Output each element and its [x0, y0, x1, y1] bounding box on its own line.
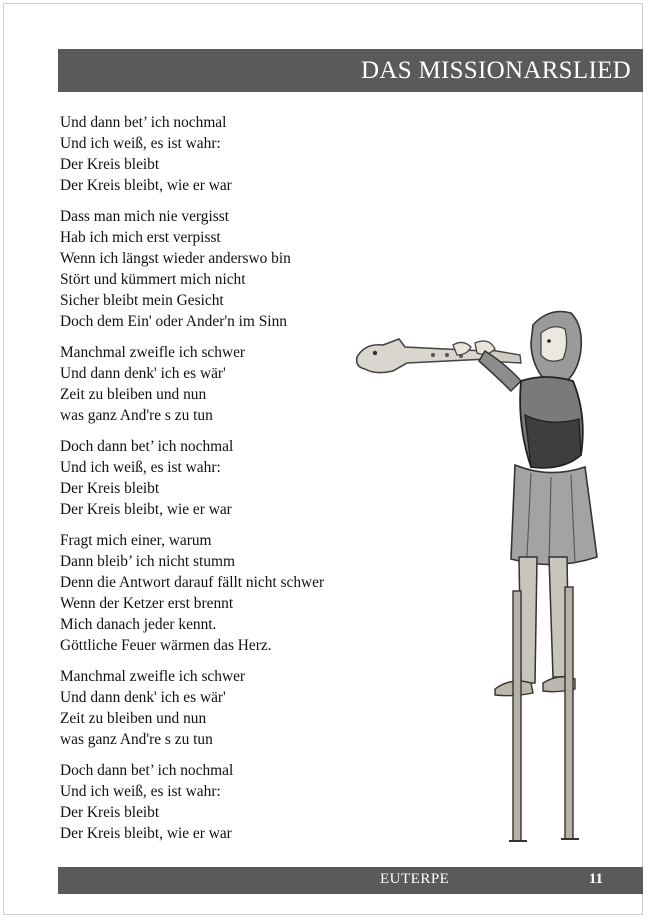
lyric-line: Der Kreis bleibt — [60, 156, 160, 173]
lyric-line: Dass man mich nie vergisst — [60, 208, 229, 225]
lyric-line: Der Kreis bleibt, wie er war — [60, 177, 232, 194]
lyric-line: Wenn ich längst wieder anderswo bin — [60, 250, 291, 267]
title-bar — [58, 49, 643, 92]
page-title: DAS MISSIONARSLIED — [360, 56, 631, 84]
lyric-line: Der Kreis bleibt, wie er war — [60, 501, 232, 518]
lyric-line: Wenn der Ketzer erst brennt — [60, 595, 234, 612]
page-number: 11 — [588, 871, 603, 887]
lyric-line: Manchmal zweifle ich schwer — [60, 668, 246, 685]
lyric-line: Und dann bet’ ich nochmal — [60, 114, 227, 131]
footer-bar — [58, 867, 643, 894]
lyric-line: Denn die Antwort darauf fällt nicht schwer — [60, 574, 325, 591]
lyric-line: Zeit zu bleiben und nun — [60, 386, 207, 403]
lyric-line: Und ich weiß, es ist wahr: — [60, 783, 221, 800]
lyric-line: Mich danach jeder kennt. — [60, 616, 217, 633]
lyric-line: Der Kreis bleibt, wie er war — [60, 825, 232, 842]
lyric-line: Zeit zu bleiben und nun — [60, 710, 207, 727]
stanza — [60, 112, 400, 196]
lyric-line: Dann bleib’ ich nicht stumm — [60, 553, 235, 570]
lyric-line: was ganz And're s zu tun — [60, 731, 213, 748]
lyric-line: Und ich weiß, es ist wahr: — [60, 459, 221, 476]
stilt-walker-piper-illustration — [335, 295, 605, 860]
lyric-line: Fragt mich einer, warum — [60, 532, 212, 549]
journal-name: EUTERPE — [380, 871, 450, 887]
lyric-line: Und dann denk' ich es wär' — [60, 689, 226, 706]
lyric-line: Stört und kümmert mich nicht — [60, 271, 246, 288]
lyric-line: Göttliche Feuer wärmen das Herz. — [60, 637, 272, 654]
lyric-line: Doch dann bet’ ich nochmal — [60, 438, 234, 455]
lyric-line: Und ich weiß, es ist wahr: — [60, 135, 221, 152]
lyric-line: Und dann denk' ich es wär' — [60, 365, 226, 382]
lyric-line: Hab ich mich erst verpisst — [60, 229, 221, 246]
lyric-line: Doch dann bet’ ich nochmal — [60, 762, 234, 779]
lyric-line: was ganz And're s zu tun — [60, 407, 213, 424]
lyric-line: Der Kreis bleibt — [60, 480, 160, 497]
lyric-line: Sicher bleibt mein Gesicht — [60, 292, 224, 309]
lyric-line: Der Kreis bleibt — [60, 804, 160, 821]
lyric-line: Doch dem Ein' oder Ander'n im Sinn — [60, 313, 287, 330]
lyric-line: Manchmal zweifle ich schwer — [60, 344, 246, 361]
